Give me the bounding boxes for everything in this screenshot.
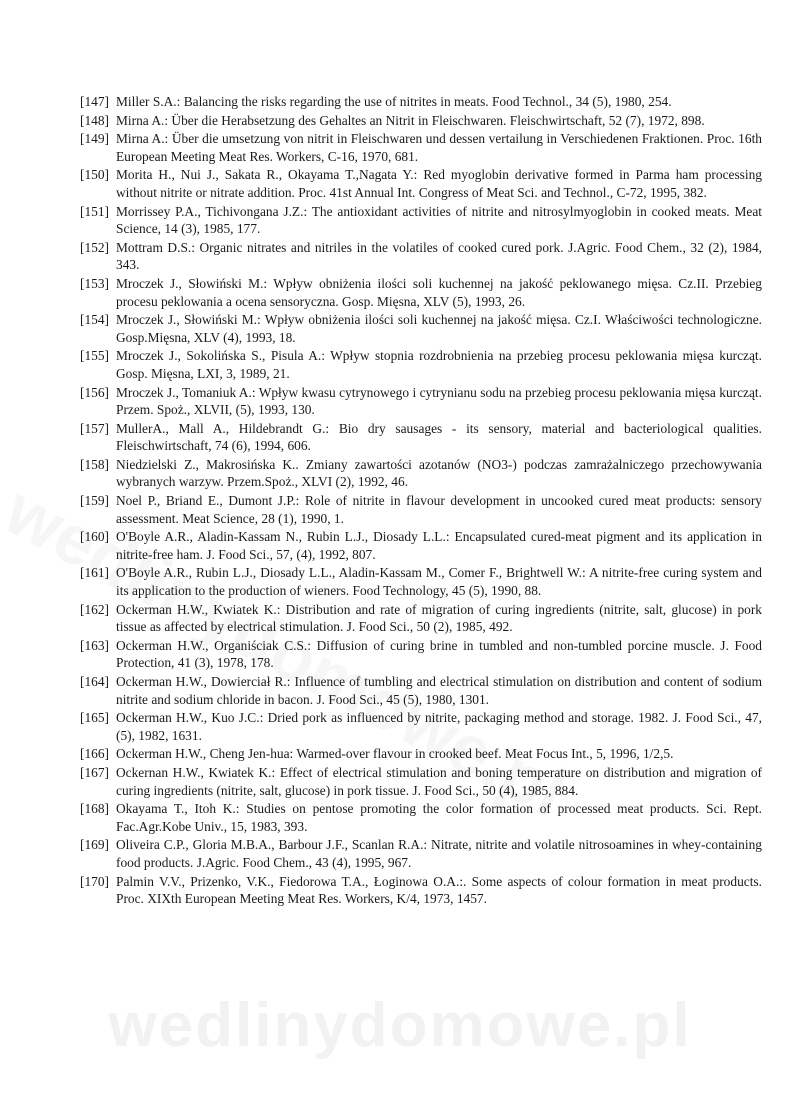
reference-text: Okayama T., Itoh K.: Studies on pentose promoting the color formation of processed meat products. Sci. Rept. Fac.Agr.Kobe Univ., 15, 1983, 393. — [116, 801, 762, 834]
reference-number: [163] — [80, 637, 110, 653]
reference-text: Noel P., Briand E., Dumont J.P.: Role of nitrite in flavour development in uncooked cured meat products: sensory assessment. Meat Science, 28 (1), 1990, 1. — [116, 493, 762, 526]
reference-number: [149] — [80, 131, 110, 147]
reference-number: [161] — [80, 565, 110, 581]
reference-text: Mroczek J., Słowiński M.: Wpływ obniżenia ilości soli kuchennej na jakość mięsa. Cz.I. Właściwości technologiczne. Gosp.Mięsna, XLV (4), 1993, 18. — [116, 312, 762, 345]
reference-number: [148] — [80, 112, 110, 128]
reference-number: [147] — [80, 94, 110, 109]
reference-text: Ockernan H.W., Kwiatek K.: Effect of electrical stimulation and boning temperature on distribution and migration of curing ingredients (nitrite, salt, glucose) in pork tissue. J. Food Sci., 50 (4), 1985, 884. — [116, 764, 762, 798]
reference-number: [159] — [80, 493, 110, 509]
reference-item — [80, 764, 762, 799]
reference-item — [80, 601, 762, 636]
reference-number: [158] — [80, 456, 110, 472]
reference-text: Ockerman H.W., Dowierciał R.: Influence of tumbling and electrical stimulation on distribution and content of sodium nitrite and sodium chloride in bacon. J. Food Sci., 45 (5), 1980, 1301. — [116, 674, 762, 707]
reference-number: [150] — [80, 167, 110, 183]
reference-item — [80, 130, 762, 165]
reference-number: [152] — [80, 239, 110, 255]
reference-number: [157] — [80, 420, 110, 436]
reference-item — [80, 873, 762, 908]
reference-text: Mroczek J., Tomaniuk A.: Wpływ kwasu cytrynowego i cytrynianu sodu na przebieg procesu peklowania mięsa kurcząt. Przem. Spoż., XLVII, (5), 1993, 130. — [116, 384, 762, 418]
reference-number: [166] — [80, 746, 110, 762]
reference-item — [80, 203, 762, 238]
reference-text: Mroczek J., Słowiński M.: Wpływ obniżenia ilości soli kuchennej na jakość peklowanego mięsa. Cz.II. Przebieg procesu peklowania a ocena sensoryczna. Gosp. Mięsna, XLV (5), 1993, 26. — [116, 275, 762, 309]
reference-number: [154] — [80, 312, 110, 328]
reference-item — [80, 275, 762, 310]
reference-item — [80, 166, 762, 201]
reference-item — [80, 637, 762, 672]
reference-list — [80, 93, 762, 909]
reference-item — [80, 112, 762, 130]
reference-item — [80, 420, 762, 455]
reference-number: [151] — [80, 203, 110, 219]
reference-text: Mottram D.S.: Organic nitrates and nitriles in the volatiles of cooked cured pork. J.Agric. Food Chem., 32 (2), 1984, 343. — [116, 239, 762, 273]
reference-number: [164] — [80, 674, 110, 689]
reference-text: Miller S.A.: Balancing the risks regarding the use of nitrites in meats. Food Technol., 34 (5), 1980, 254. — [116, 94, 672, 109]
reference-text: Niedzielski Z., Makrosińska K.. Zmiany zawartości azotanów (NO3-) podczas zamrażalniczego przechowywania wybranych warzyw. Przem.Spoż., XLVI (2), 1992, 46. — [116, 456, 762, 490]
reference-item — [80, 564, 762, 599]
reference-item — [80, 800, 762, 835]
reference-text: Mirna A.: Über die umsetzung von nitrit in Fleischwaren und dessen vertailung in Verschiedenen Fraktionen. Proc. 16th European Meeting Meat Res. Workers, C-16, 1970, 681. — [116, 131, 762, 164]
reference-text: Mroczek J., Sokolińska S., Pisula A.: Wpływ stopnia rozdrobnienia na przebieg procesu peklowania mięsa kurcząt. Gosp. Mięsna, LXI, 3, 1989, 21. — [116, 348, 762, 381]
reference-text: Palmin V.V., Prizenko, V.K., Fiedorowa T.A., Łoginowa O.A.:. Some aspects of colour formation in meat products. Proc. XIXth European Meeting Meat Res. Workers, K/4, 1973, 1457. — [116, 873, 762, 907]
watermark-footer: wedlinydomowe.pl — [108, 991, 692, 1060]
reference-number: [165] — [80, 710, 110, 726]
reference-number: [167] — [80, 764, 110, 780]
reference-number: [170] — [80, 873, 110, 889]
reference-text: Ockerman H.W., Organiściak C.S.: Diffusion of curing brine in tumbled and non-tumbled porcine muscle. J. Food Protection, 41 (3), 1978, 178. — [116, 637, 762, 671]
reference-number: [162] — [80, 601, 110, 617]
reference-text: MullerA., Mall A., Hildebrandt G.: Bio dry sausages - its sensory, material and bacteriological qualities. Fleischwirtschaft, 74 (6), 1994, 606. — [116, 420, 762, 454]
reference-text: Morita H., Nui J., Sakata R., Okayama T.,Nagata Y.: Red myoglobin derivative formed in Parma ham processing without nitrite or nitrate addition. Proc. 41st Annual Int. Congress of Meat Sci. and Technol., C-72, 1995, 382. — [116, 167, 762, 200]
reference-item — [80, 492, 762, 527]
reference-text: Ockerman H.W., Kuo J.C.: Dried pork as influenced by nitrite, packaging method and storage. 1982. J. Food Sci., 47, (5), 1982, 1631. — [116, 710, 762, 743]
reference-item — [80, 709, 762, 744]
reference-number: [156] — [80, 384, 110, 400]
reference-item — [80, 456, 762, 491]
reference-text: Ockerman H.W., Cheng Jen-hua: Warmed-over flavour in crooked beef. Meat Focus Int., 5, 1996, 1/2,5. — [116, 746, 674, 762]
reference-item — [80, 347, 762, 382]
reference-item — [80, 311, 762, 346]
reference-item — [80, 528, 762, 563]
reference-item — [80, 239, 762, 274]
reference-number: [160] — [80, 529, 110, 545]
reference-item — [80, 673, 762, 708]
reference-text: O'Boyle A.R., Aladin-Kassam N., Rubin L.J., Diosady L.L.: Encapsulated cured-meat pigment and its application in nitrite-free ham. J. Food Sci., 57, (4), 1992, 807. — [116, 529, 762, 562]
reference-number: [155] — [80, 348, 110, 364]
reference-number: [168] — [80, 801, 110, 817]
reference-item — [80, 93, 762, 111]
reference-number: [153] — [80, 275, 110, 291]
reference-text: Ockerman H.W., Kwiatek K.: Distribution and rate of migration of curing ingredients (nitrite, salt, glucose) in pork tissue as affected by electrical stimulation. J. Food Sci., 50 (2), 1985, 492. — [116, 601, 762, 635]
reference-item — [80, 745, 762, 763]
reference-text: Oliveira C.P., Gloria M.B.A., Barbour J.F., Scanlan R.A.: Nitrate, nitrite and volatile nitrosoamines in whey-containing food products. J.Agric. Food Chem., 43 (4), 1995, 967. — [116, 837, 762, 870]
reference-text: Mirna A.: Über die Herabsetzung des Gehaltes an Nitrit in Fleischwaren. Fleischwirtschaft, 52 (7), 1972, 898. — [116, 112, 705, 128]
reference-text: O'Boyle A.R., Rubin L.J., Diosady L.L., Aladin-Kassam M., Comer F., Brightwell W.: A nitrite-free curing system and its application to the production of wieners. Food Technology, 45 (5), 1990, 88. — [116, 565, 762, 599]
reference-item — [80, 836, 762, 871]
reference-text: Morrissey P.A., Tichivongana J.Z.: The antioxidant activities of nitrite and nitrosylmyoglobin in cooked meats. Meat Science, 14 (3), 1985, 177. — [116, 203, 762, 237]
reference-number: [169] — [80, 837, 110, 853]
reference-item — [80, 384, 762, 419]
